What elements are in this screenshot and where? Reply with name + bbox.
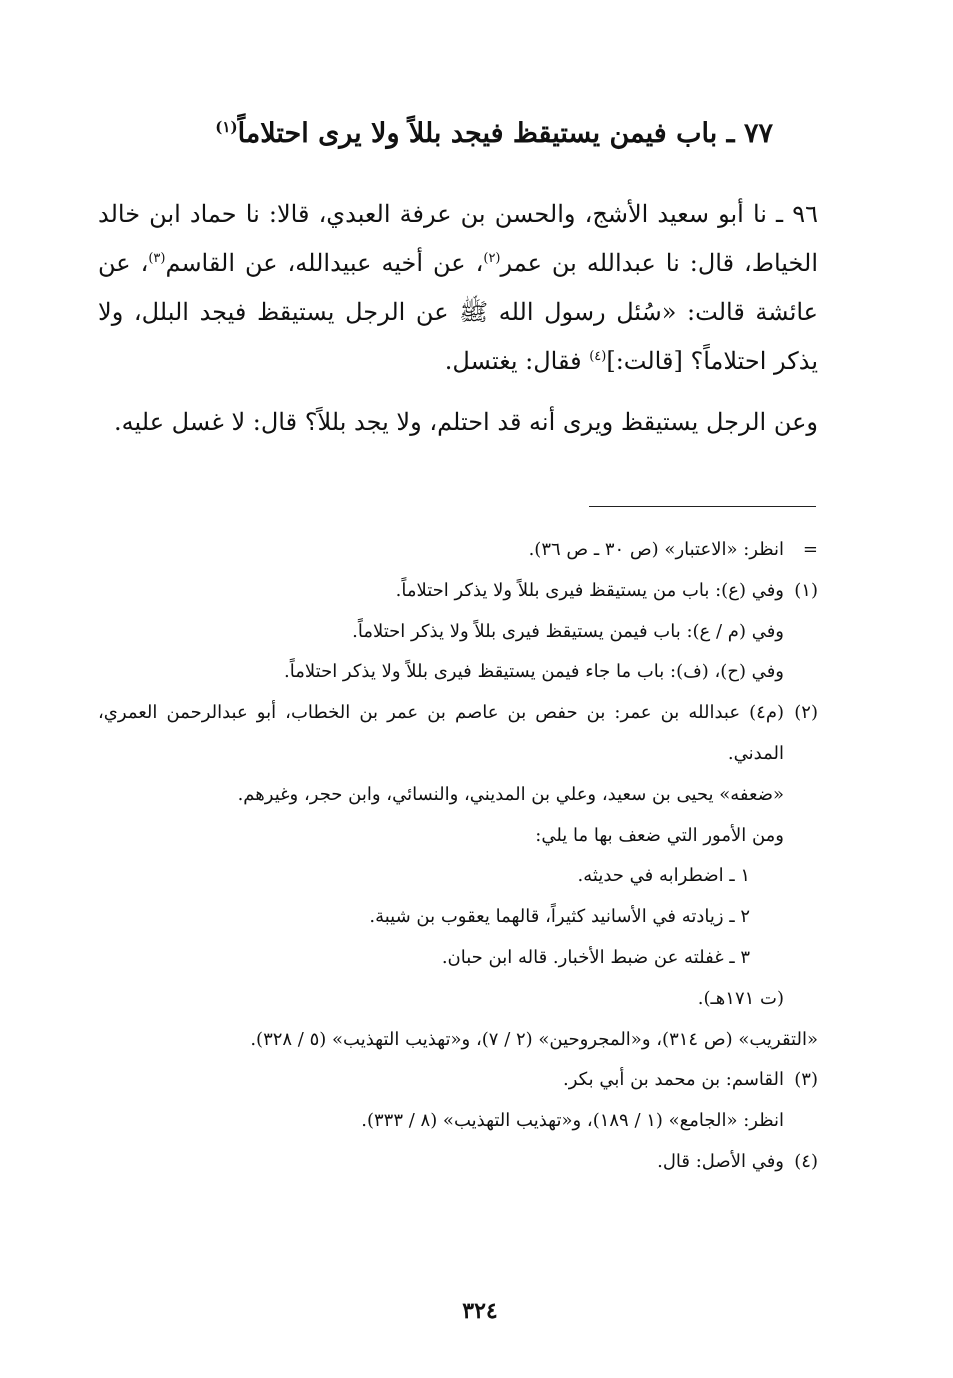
footnote-number: (٣): [794, 1069, 818, 1091]
hadith-text-part: ، عن عائشة قالت: «سُئل رسول الله ﷺ عن الرجل يستيقظ فيجد البلل، ولا يذكر احتلاماً؟ [قالت:]: [98, 249, 818, 375]
footnote-marker-1: (١): [215, 118, 238, 136]
footnote-references: «التقريب» (ص ٣١٤)، و«المجروحين» (٢ / ٧)، و«تهذيب التهذيب» (٥ / ٣٢٨).: [250, 1028, 818, 1050]
footnote-continuation: [98, 530, 818, 571]
footnote-4: [98, 1142, 818, 1183]
chapter-heading-text: ٧٧ ـ باب فيمن يستيقظ فيجد بللاً ولا يرى احتلاماً: [237, 118, 773, 149]
footnotes: [98, 530, 818, 1183]
second-paragraph: وعن الرجل يستيقظ ويرى أنه قد احتلم، ولا يجد بللاً؟ قال: لا غسل عليه.: [114, 408, 818, 436]
footnote-1: [98, 571, 818, 693]
footnote-line: انظر: «الاعتبار» (ص ٣٠ ـ ص ٣٦).: [528, 539, 784, 560]
footnote-line: وفي (م / ع): باب فيمن يستيقظ فيرى بللاً ولا يذكر احتلاماً.: [352, 620, 784, 642]
page-number: ٣٢٤: [462, 1298, 498, 1324]
footnote-line: «ضعفه» يحيى بن سعيد، وعلي بن المديني، والنسائي، وابن حجر، وغيرهم.: [237, 783, 784, 805]
continuation-marker: =: [802, 539, 818, 560]
footnote-line: القاسم: بن محمد بن أبي بكر.: [563, 1069, 784, 1091]
footnote-line: وفي (ع): باب من يستيقظ فيرى بللاً ولا يذكر احتلاماً.: [395, 579, 784, 601]
footnote-line: ومن الأمور التي ضعف بها ما يلي:: [535, 824, 784, 846]
footnote-separator: [589, 506, 816, 507]
footnote-line: ٢ ـ زيادته في الأسانيد كثيراً، قالهما يعقوب بن شيبة.: [369, 906, 750, 928]
footnote-3: [98, 1060, 818, 1142]
footnote-number: (١): [794, 579, 818, 601]
footnote-marker-3: (٣): [148, 251, 166, 266]
main-text: [98, 190, 818, 447]
footnote-line: وفي الأصل: قال.: [657, 1150, 784, 1172]
hadith-text-part: فقال: يغتسل.: [444, 347, 590, 375]
hadith-text-part: ٩٦ ـ نا أبو سعيد الأشج، والحسن بن عرفة العبدي، قالا: نا حماد ابن خالد الخياط، قال: نا عبدالله بن عمر: [98, 200, 819, 277]
footnote-line: (م٤) عبدالله بن عمر: بن حفص بن عاصم بن عمر بن الخطاب، أبو عبدالرحمن العمري، المدني.: [98, 702, 784, 764]
footnote-line: (ت ١٧١هـ).: [697, 987, 784, 1009]
footnote-line: ٣ ـ غفلته عن ضبط الأخبار. قاله ابن حبان.: [441, 946, 750, 968]
footnote-line: ١ ـ اضطرابه في حديثه.: [577, 865, 750, 887]
hadith-text-part: ، عن أخيه عبيدالله، عن القاسم: [165, 249, 484, 277]
footnote-2: [98, 693, 818, 1019]
chapter-heading: [173, 118, 773, 149]
footnote-marker-2: (٢): [483, 251, 501, 266]
footnote-marker-4: (٤): [589, 349, 607, 364]
footnote-line: انظر: «الجامع» (١ / ١٨٩)، و«تهذيب التهذيب» (٨ / ٣٣٣).: [361, 1110, 784, 1132]
footnote-number: (٢): [794, 702, 818, 724]
footnote-line: وفي (ح)، (ف): باب ما جاء فيمن يستيقظ فيرى بللاً ولا يذكر احتلاماً.: [284, 661, 784, 683]
footnote-number: (٤): [794, 1150, 818, 1172]
hadith-paragraph: [98, 190, 818, 386]
